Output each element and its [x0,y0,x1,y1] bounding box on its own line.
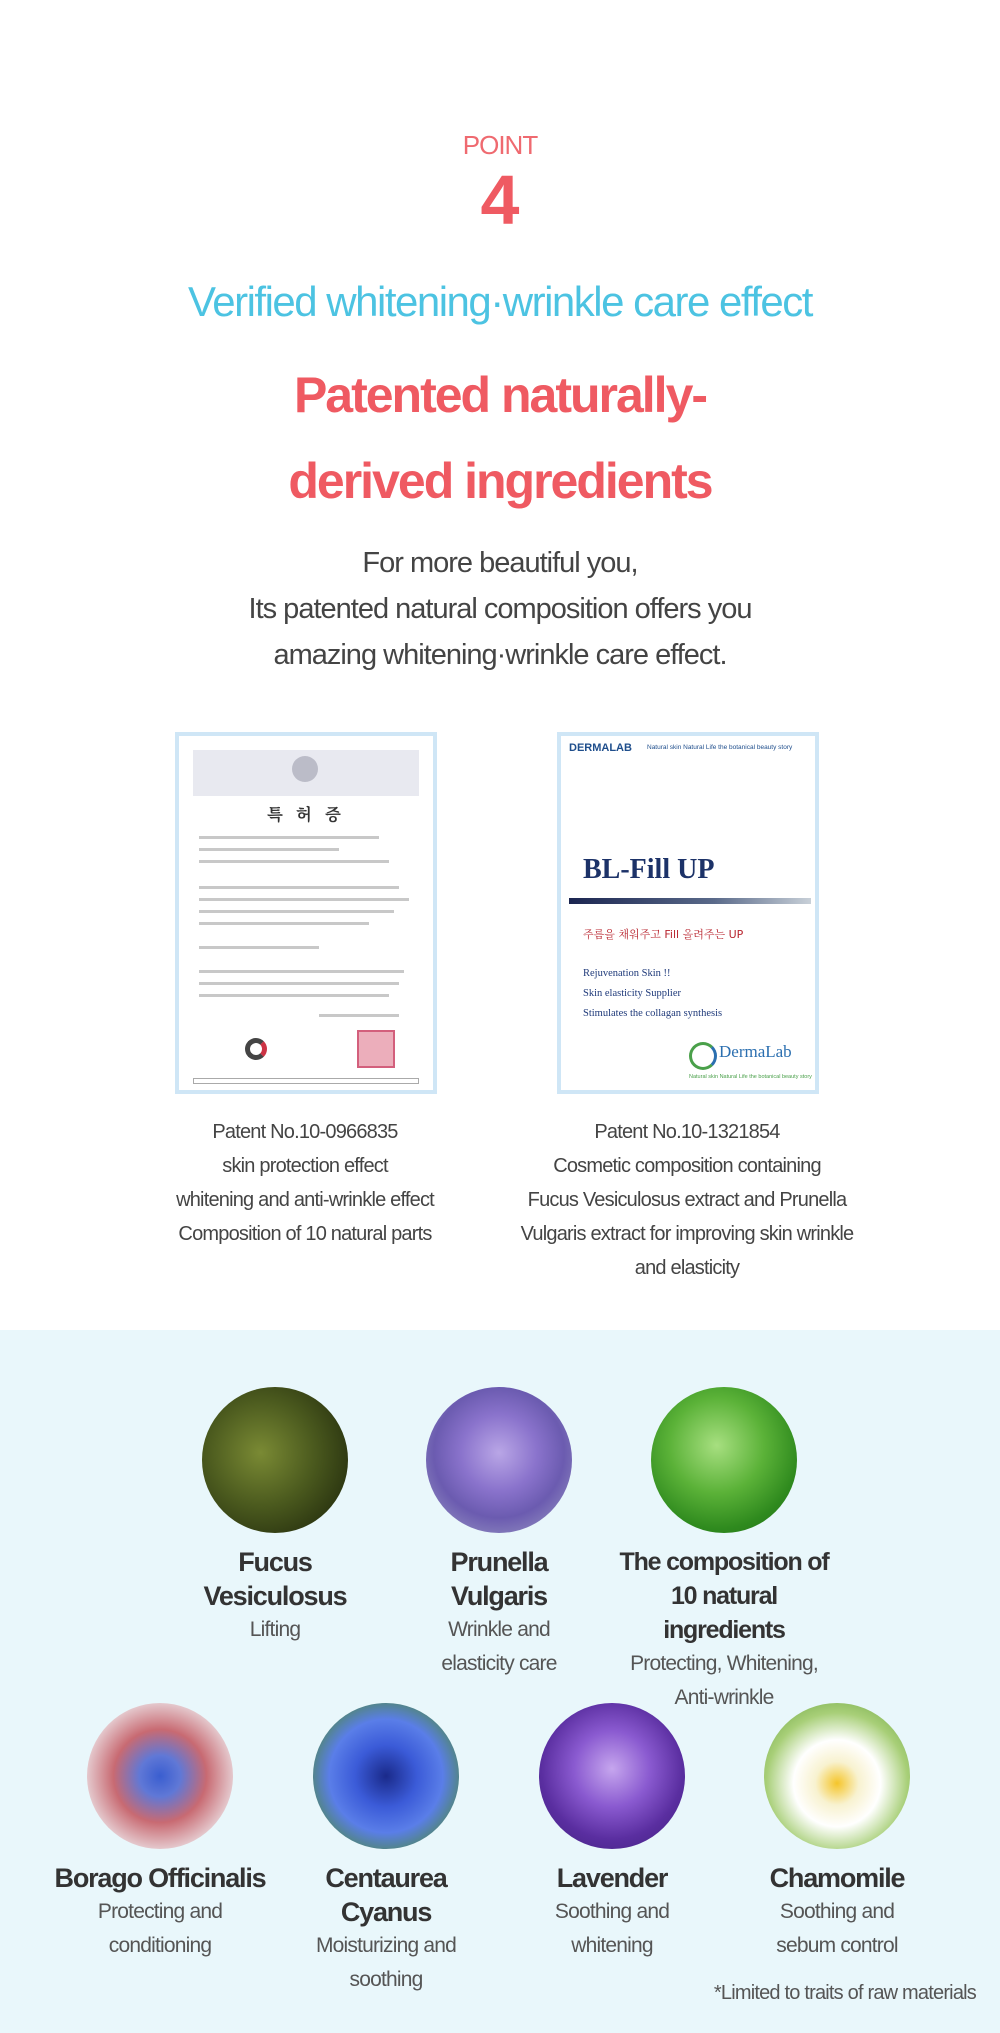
ingredient-effect-line: elasticity care [441,1652,557,1675]
brand-tagline: Natural skin Natural Life the botanical beauty story [647,744,793,751]
korean-slogan: 주름을 채워주고 Fill 올려주는 UP [583,928,744,941]
borago-photo [87,1703,233,1849]
ingredient-composition [614,1387,834,1715]
ingredient-effect [50,1895,270,1963]
patent-caption-2 [497,1115,877,1285]
prunella-photo [426,1387,572,1533]
ingredient-name-line: Centaurea [325,1863,447,1893]
product-title: BL-Fill UP [583,854,715,885]
subheadline: Verified whitening·wrinkle care effect [188,278,812,325]
ingredient-effect-line: sebum control [776,1934,898,1957]
ingredient-effect-line: whitening [571,1934,653,1957]
ingredient-effect-line: Soothing and [554,1900,670,1923]
certificate-text-line [199,860,389,863]
claim-item: Stimulates the collagan synthesis [583,1008,723,1019]
ingredient-effect-line: conditioning [108,1934,212,1957]
official-stamp-icon [357,1030,395,1068]
ingredient-effect: Lifting [249,1618,301,1641]
ingredient-effect-line: Wrinkle and [448,1618,550,1641]
certificate-footer [193,1078,419,1084]
patent-caption-line: Composition of 10 natural parts [178,1223,432,1245]
ingredient-name [276,1861,496,1929]
ingredient-chamomile [727,1703,947,1963]
brand-name: DERMALAB [569,742,632,754]
ingredient-effect-line: soothing [349,1968,423,1991]
lavender-photo [539,1703,685,1849]
product-claims [583,964,722,1024]
ingredient-name: Borago Officinalis [54,1863,266,1893]
ingredient-fucus-vesiculosus [165,1387,385,1647]
patent-caption-line: whitening and anti-wrinkle effect [176,1189,434,1211]
ingredient-prunella-vulgaris [389,1387,609,1681]
claim-item: Rejuvenation Skin !! [583,968,671,979]
ingredient-name-line: 10 natural ingredients [663,1582,785,1644]
certificate-title: 특 허 증 [267,805,345,824]
ingredient-name-line: Prunella [450,1547,548,1577]
patent-certificate-image-2 [557,732,819,1094]
claim-item: Skin elasticity Supplier [583,988,681,999]
certificate-text-line [199,910,394,913]
certificate-text-line [199,970,404,973]
chamomile-photo [764,1703,910,1849]
footnote: *Limited to traits of raw materials [713,1982,976,2004]
patent-caption-1 [115,1115,495,1251]
patent-caption-line: Cosmetic composition containing [553,1155,821,1177]
ingredient-name-line: The composition of [619,1548,829,1576]
ingredient-effect-line: Protecting and [97,1900,223,1923]
headline-line-1: Patented naturally- [293,367,707,423]
dermalab-logo-icon [689,1042,717,1070]
ingredient-lavender [502,1703,722,1963]
patent-caption-line: Fucus Vesiculosus extract and Prunella [527,1189,847,1211]
centaurea-photo [313,1703,459,1849]
ingredient-effect-line: Moisturizing and [315,1934,457,1957]
ingredient-effect-line: Anti-wrinkle [674,1686,774,1709]
patent-office-logo-icon [245,1038,267,1060]
ingredient-name: Fucus Vesiculosus [203,1547,347,1611]
certificate-text-line [199,994,389,997]
ingredient-effect-line: Soothing and [779,1900,895,1923]
ingredient-name: Chamomile [769,1863,905,1893]
certificate-text-line [199,922,369,925]
title-underline-bar [569,898,811,904]
point-number: 4 [480,161,520,239]
patent-number: Patent No.10-1321854 [594,1121,780,1143]
ingredient-borago-officinalis [50,1703,270,1963]
ingredient-centaurea-cyanus [276,1703,496,1997]
ingredient-effect-line: Protecting, Whitening, [630,1652,818,1675]
patent-caption-line: Vulgaris extract for improving skin wrinkle [520,1223,854,1245]
ingredient-name [389,1545,609,1613]
ingredient-effect [389,1613,609,1681]
description [0,540,1000,678]
certificate-text-line [199,848,339,851]
ingredient-effect [727,1895,947,1963]
ingredient-effect [502,1895,722,1963]
description-line-1: For more beautiful you, [362,547,638,579]
patent-certificate-image-1 [175,732,437,1094]
ingredient-name-line: Vulgaris [451,1581,547,1611]
patent-caption-line: skin protection effect [222,1155,388,1177]
description-line-3: amazing whitening·wrinkle care effect. [273,639,727,671]
fucus-photo [202,1387,348,1533]
composition-photo [651,1387,797,1533]
dermalab-logo-text: DermaLab [719,1042,792,1061]
ingredient-effect [276,1929,496,1997]
headline [0,352,1000,524]
ingredient-name [614,1545,834,1647]
certificate-text-line [199,836,379,839]
patent-number: Patent No.10-0966835 [212,1121,398,1143]
description-line-2: Its patented natural composition offers you [248,593,752,625]
government-seal-icon [292,756,318,782]
certificate-text-line [199,886,399,889]
patent-caption-line: and elasticity [634,1257,740,1279]
certificate-text-line [199,898,409,901]
headline-line-2: derived ingredients [288,453,712,509]
point-label: POINT [462,130,538,160]
certificate-text-line [319,1014,399,1017]
ingredient-name-line: Cyanus [340,1897,432,1927]
certificate-text-line [199,946,319,949]
dermalab-logo-subtext: Natural skin Natural Life the botanical beauty story [689,1074,812,1080]
ingredient-name: Lavender [556,1863,668,1893]
certificate-text-line [199,982,399,985]
